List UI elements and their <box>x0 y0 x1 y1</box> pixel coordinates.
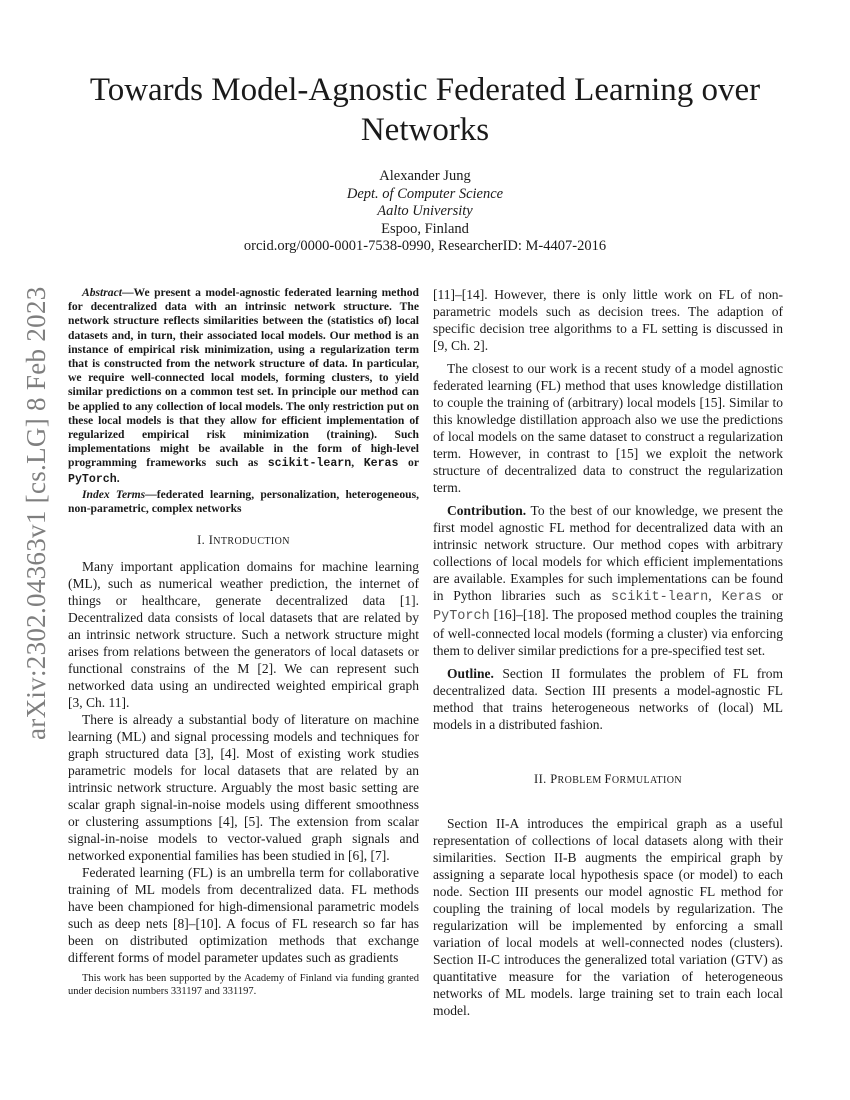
contribution-sep2: or <box>761 588 784 603</box>
index-terms <box>68 488 419 516</box>
abstract-sep1: , <box>351 456 364 470</box>
left-column <box>68 286 419 966</box>
contribution-code-pytorch: PyTorch <box>433 609 490 624</box>
section-initial: I <box>208 533 214 548</box>
abstract-end: . <box>116 471 120 485</box>
footnote-text: This work has been supported by the Academy of Finland via funding granted under decision numbers 331197 and 331197. <box>68 973 419 997</box>
abstract-code-pytorch: PyTorch <box>68 472 117 486</box>
problem-formulation-paragraph: Section II-A introduces the empirical graph as a useful representation of collections of local datasets along with their similarities. Section II-B augments the empirical graph by assigning a separate local hypothesis space (or model) to each node. Section III presents our model agnostic FL method for coupling the training of local models by regularization. The regularization will be implemented by enforcing a small variation of local models at well-connected nodes (clusters). Section II-C introduces the generalized total variation (GTV) as quantitative measure for the variation of heterogeneous networks of ML models. large training set to train each local model. <box>433 816 783 1018</box>
contribution-head: Contribution. <box>447 503 527 518</box>
right-paragraph-2: The closest to our work is a recent study of a model agnostic federated learning (FL) method that uses knowledge distillation to couple the training of (arbitrary) local models [15]. Similar to this knowledge distillation approach also we use the predictions of local models on the same dataset to construct a regularization term. However, in contrast to [15] we exploit the network structure of decentralized data to construct the regularization term. <box>433 361 783 495</box>
outline-text: Section II formulates the problem of FL from decentralized data. Section III presents a model-agnostic FL method that trains heterogeneous networks of (local) ML models in a distributed fashion. <box>433 666 783 732</box>
outline-head: Outline. <box>447 666 494 681</box>
section-smallcaps: ROBLEM <box>557 775 605 786</box>
section-smallcaps: ORMULATION <box>611 775 682 786</box>
section-heading-introduction <box>68 532 419 550</box>
author-location: Espoo, Finland <box>381 220 469 237</box>
footnote <box>68 972 419 998</box>
abstract-sep2: or <box>398 456 419 470</box>
author-university: Aalto University <box>377 203 473 219</box>
section-number: I. <box>197 533 209 548</box>
arxiv-side-stamp: arXiv:2302.04363v1 [cs.LG] 8 Feb 2023 <box>21 286 51 740</box>
contribution-text-b: [16]–[18]. The proposed method couples the training of well-connected local models (forming a cluster) via enforcing them to deliver similar predictions for a pre-specified test set. <box>433 607 783 658</box>
outline-paragraph <box>433 665 783 733</box>
right-column <box>433 286 783 1019</box>
abstract-text: —We present a model-agnostic federated learning method for decentralized data with an intrinsic network structure. The network structure reflects similarities between the (statistics of) local datasets and, in turn, their associated local models. Our method is an instance of empirical risk minimization, using a regularization term that is constructed from the network structure of data. In particular, we require well-connected local models, forming clusters, to yield similar predictions on a common test set. In principle our method can be applied to any collection of local models. The only restriction put on these local models is that they allow for efficient implementation of regularized empirical risk minimization (training). Such implementations might be available in the form of high-level programming frameworks such as <box>68 286 419 470</box>
abstract-code-scikit: scikit-learn <box>267 457 352 471</box>
author-block <box>100 168 750 256</box>
section-initial: F <box>604 772 612 786</box>
abstract-code-keras: Keras <box>363 457 399 471</box>
index-terms-lead: Index Terms <box>82 487 146 501</box>
author-name: Alexander Jung <box>379 168 471 184</box>
section-number: II. <box>534 772 551 786</box>
section-initial: P <box>550 772 558 786</box>
index-terms-text: —federated learning, personalization, heterogeneous, non-parametric, complex networks <box>68 487 419 516</box>
intro-paragraph-1: Many important application domains for machine learning (ML), such as numerical weather prediction, the internet of things or healthcare, generate decentralized data [1]. Decentralized data consists of local datasets that are related by an intrinsic network structure. Such a network structure might arises from relations between the generators of local datasets or functional constrains of the M [2]. We can represent such networked data using an undirected weighted empirical graph [3, Ch. 11]. <box>68 559 419 711</box>
abstract-lead: Abstract <box>82 286 122 299</box>
contribution-paragraph <box>433 502 783 659</box>
contribution-text-a: To the best of our knowledge, we present the first model agnostic FL method for decentralized data with an intrinsic network structure. Our method copes with arbitrary collections of local models for which efficient implementations are available. Examples for such implementations can be found in Python libraries such as <box>433 503 783 603</box>
abstract <box>68 286 419 487</box>
intro-paragraph-3: Federated learning (FL) is an umbrella term for collaborative training of ML models from decentralized data. FL methods have been championed for high-dimensional parametric models such as deep nets [8]–[10]. A focus of FL research so far has been on distributed optimization methods that exchange different forms of model parameter updates such as gradients <box>68 865 419 966</box>
contribution-code-scikit: scikit-learn <box>611 590 709 605</box>
contribution-sep1: , <box>708 588 722 603</box>
section-smallcaps: NTRODUCTION <box>213 536 290 548</box>
right-paragraph-1: [11]–[14]. However, there is only little work on FL of non-parametric models such as decision trees. The adaption of specific decision tree algorithms to a FL setting is discussed in [9, Ch. 2]. <box>433 287 783 353</box>
author-dept: Dept. of Computer Science <box>346 185 504 202</box>
intro-paragraph-2: There is already a substantial body of literature on machine learning (ML) and signal processing models and techniques for graph structured data [3], [4]. Most of existing work studies parametric models for local datasets that are related by an intrinsic network structure. Arguably the most basic setting are scalar graph signal-in-noise models using different smoothness or clustering assumptions [4], [5]. The extension from scalar signal-in-noise models to vector-valued graph signals and networked exponential families has been studied in [6], [7]. <box>68 712 419 864</box>
contribution-code-keras: Keras <box>721 590 762 605</box>
author-ids: orcid.org/0000-0001-7538-0990, ResearcherID: M-4407-2016 <box>243 238 607 254</box>
section-heading-problem-formulation <box>433 771 783 789</box>
paper-title: Towards Model-Agnostic Federated Learning over Networks <box>89 72 761 148</box>
